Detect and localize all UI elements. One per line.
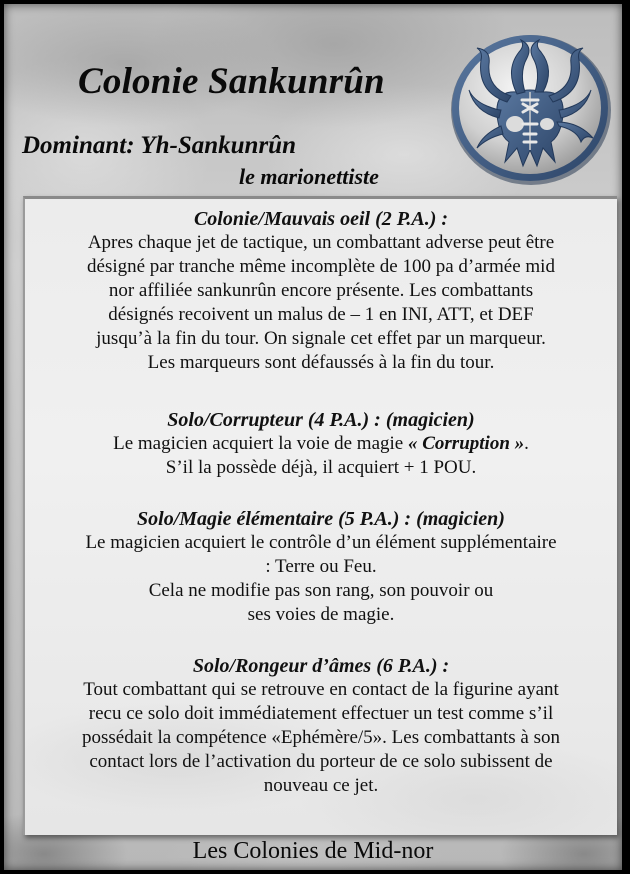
- abilities-panel: [23, 196, 617, 835]
- ability-title: Solo/Corrupteur (4 P.A.) : (magicien): [167, 409, 475, 431]
- ability-description: Le magicien acquiert le contrôle d’un élément supplémentaire : Terre ou Feu. Cela ne modifie pas son rang, son pouvoir ou ses voies de magie.: [85, 532, 557, 625]
- ability-title: Colonie/Mauvais oeil (2 P.A.) :: [193, 208, 449, 230]
- sankunrun-emblem-icon: [447, 30, 614, 186]
- dominant-label: Dominant: Yh-Sankunrûn: [22, 132, 296, 159]
- ability-rongeur-d-ames: [25, 654, 617, 798]
- card-footer: Les Colonies de Mid-nor: [192, 838, 434, 864]
- ability-description: Tout combattant qui se retrouve en contact de la figurine ayant recu ce solo doit immédiatement effectuer un test comme s’il possédait la compétence «Ephémère/5». Les combattants à son contact lors de l’activation du porteur de ce solo subissent de nouveau ce jet.: [81, 679, 560, 796]
- faction-card: [4, 4, 622, 870]
- magic-path-name: « Corruption »: [407, 433, 525, 454]
- ability-description: Apres chaque jet de tactique, un combattant adverse peut être désigné par tranche même incomplète de 100 pa d’armée mid nor affiliée sankunrûn encore présente. Les combattants désignés recoivent un malus de – 1 en INI, ATT, et DEF jusqu’à la fin du tour. On signale cet effet par un marqueur. Les marqueurs sont défaussés à la fin du tour.: [87, 232, 555, 373]
- dominant-epithet: le marionettiste: [239, 164, 379, 189]
- ability-corrupteur: [25, 408, 617, 480]
- ability-description: Le magicien acquiert la voie de magie « Corruption ». S’il la possède déjà, il acquiert + 1 POU.: [113, 433, 529, 478]
- ability-mauvais-oeil: [25, 207, 617, 375]
- ability-title: Solo/Rongeur d’âmes (6 P.A.) :: [192, 655, 450, 677]
- card-title: Colonie Sankunrûn: [78, 61, 385, 102]
- ability-magie-elementaire: [25, 507, 617, 627]
- ability-title: Solo/Magie élémentaire (5 P.A.) : (magicien): [137, 508, 505, 530]
